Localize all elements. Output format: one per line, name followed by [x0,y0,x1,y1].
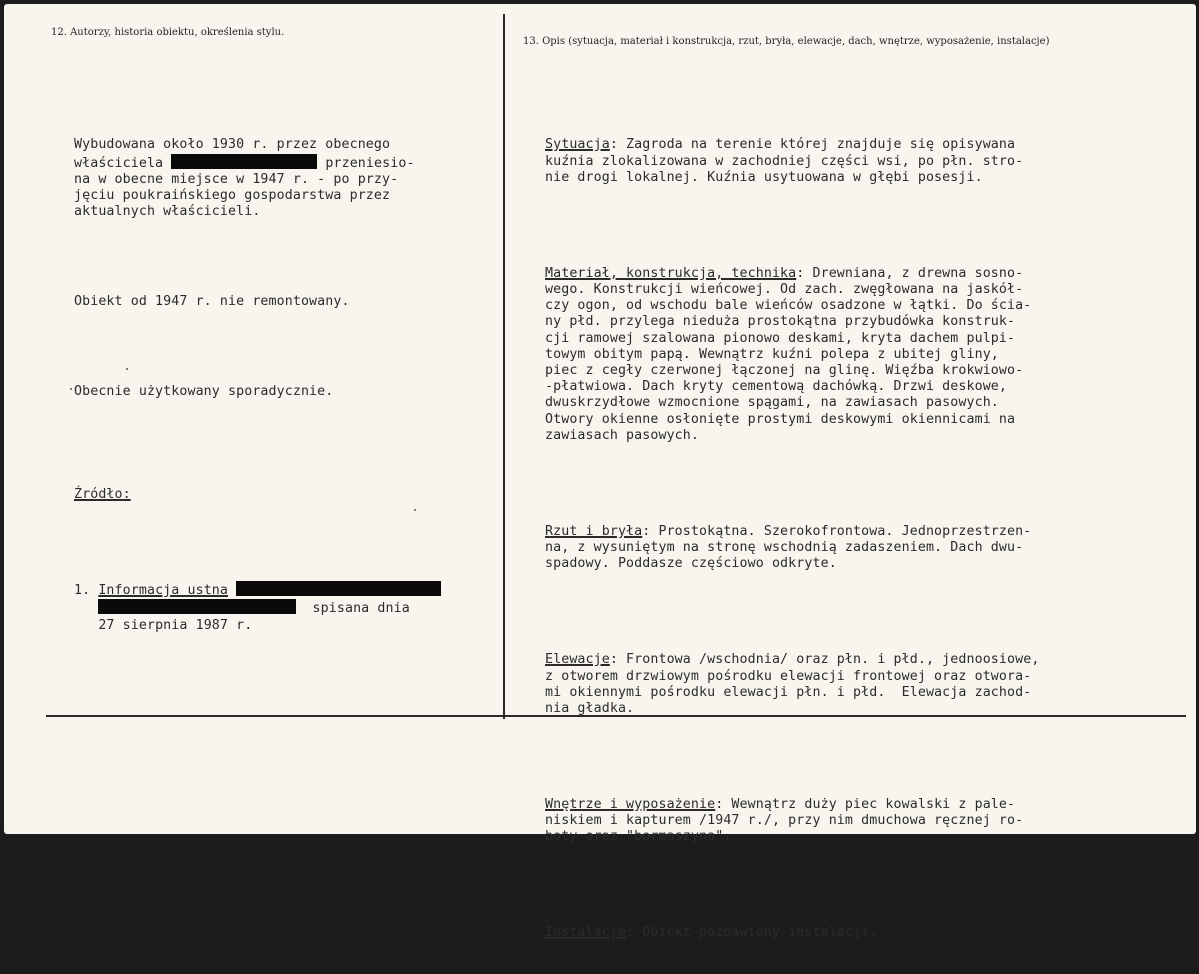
redaction-bar [98,599,296,614]
left-section-header: 12. Autorzy, historia obiektu, określenia stylu. [51,27,285,38]
redaction-bar [171,154,317,169]
paper-speck [126,368,128,370]
section-instalacje: Instalacje: Obiekt pozbawiony instalacji. [545,925,878,941]
section-elewacje: Elewacje: Frontowa /wschodnia/ oraz płn. i płd., jednoosiowe, z otworem drzwiowym pośrodku elewacji frontowej oraz otwora- mi okiennymi pośrodku elewacji płn. i płd. Elewacja zachod- nia gładka. [545,652,1040,716]
section-wnetrze: Wnętrze i wyposażenie: Wewnątrz duży piec kowalski z pale- niskiem i kapturem /1947 r./, przy nim dmuchowa ręcznej ro- boty oraz "bormaszyna". [545,796,1024,845]
paper-speck [70,388,72,390]
section-sytuacja: Sytuacja: Zagroda na terenie której znajduje się opisywana kuźnia zlokalizowana w zachodniej części wsi, po płn. stro- nie drogi lokalnej. Kuźnia usytuowana w głębi posesji. [545,137,1024,185]
section-rzut: Rzut i bryła: Prostokątna. Szerokofrontowa. Jednoprzestrzen- na, z wysuniętym na stronę wschodnią zadaszeniem. Dach dwu- spadowy. Poddasze częściowo odkryte. [545,523,1032,572]
renovation-note: Obiekt od 1947 r. nie remontowany. [74,294,350,310]
inventory-card [4,4,1196,941]
right-section-header: 13. Opis (sytuacja, materiał i konstrukcja, rzut, bryła, elewacje, dach, wnętrze, wyposażenie, instalacje) [523,36,1050,47]
usage-note: Obecnie użytkowany sporadycznie. [74,384,334,400]
history-paragraph: Wybudowana około 1930 r. przez obecnego właściciela przeniesio- na w obecne miejsce w 1947 r. - po przy- jęciu poukraińskiego gospodarstwa przez aktualnych właścicieli. [74,137,415,220]
section-material: Materiał, konstrukcja, technika: Drewniana, z drewna sosno- wego. Konstrukcji wieńcowej. Od zach. zwęgłowana na jaskół- czy ogon, od wschodu bale wieńców osadzone w łątki. Do ścia- ny płd. przylega nieduża prostokątna przybudówka konstruk- cji ramowej szalowana pionowo deskami, kryta dachem pulpi- towym obitym papą. Wewnątrz kuźni polepa z ubitej gliny, piec z cegły czerwonej łączonej na glinę. Więźba krokwiowo- -płatwiowa. Dach kryty cementową dachówką. Drzwi deskowe, dwuskrzydłowe wzmocnione spągami, na zawiasach pasowych. Otwory okienne osłonięte prostymi deskowymi okiennicami na zawiasach pasowych. [545,265,1032,443]
source-item: 1. Informacja ustna spisana dnia 27 sierpnia 1987 r. [74,581,441,634]
redaction-bar [236,581,441,596]
column-divider [503,14,505,719]
source-heading: Źródło: [74,487,131,503]
paper-speck [414,509,416,511]
left-column-text [74,105,441,666]
right-column-text [545,105,1039,974]
